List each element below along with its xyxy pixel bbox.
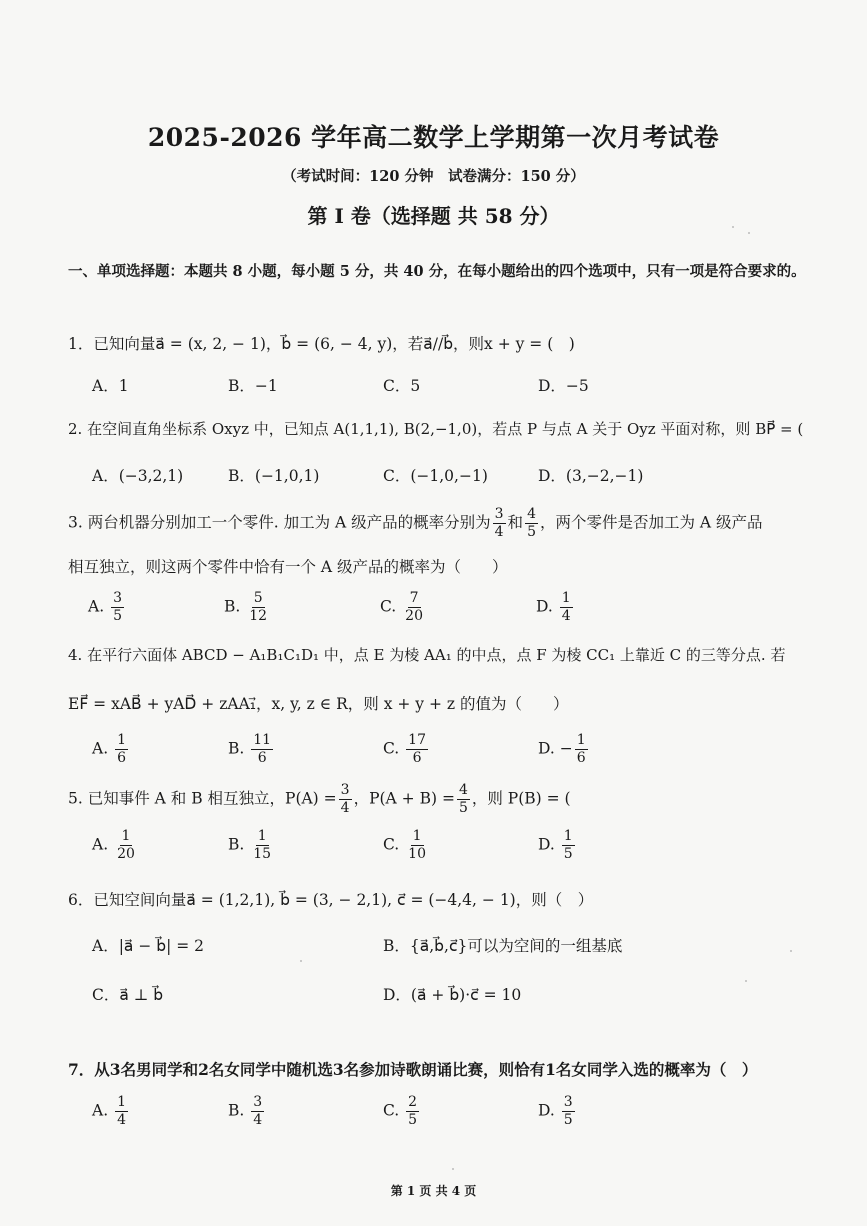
scan-speck (452, 1168, 454, 1170)
q4-d-label: D. (538, 739, 555, 758)
q3-fraction-2 (525, 506, 538, 541)
q5-b-num: 1 (257, 828, 267, 844)
q5-b-den: 15 (253, 846, 272, 862)
q3-b-den: 12 (249, 608, 268, 624)
q1-option-b: B．−1 (228, 377, 278, 395)
q7-c-num: 2 (408, 1094, 418, 1110)
q3-c-label: C. (380, 597, 397, 616)
q5-a-den: 20 (117, 846, 135, 862)
q2-option-b: B．(−1,0,1) (228, 467, 320, 485)
q5-f1-den: 4 (340, 800, 350, 816)
q5-f1-num: 3 (340, 782, 350, 798)
q4-option-a (92, 732, 130, 767)
q3-f2-den: 5 (527, 524, 536, 540)
q3-option-c (380, 590, 427, 625)
question-4-stem-line1: 4. 在平行六面体 ABCD − A₁B₁C₁D₁ 中，点 E 为棱 AA₁ 的中点，点 F 为棱 CC₁ 上靠近 C 的三等分点. 若 (68, 646, 786, 664)
q6-option-a: A．|a⃗ − b⃗| = 2 (92, 937, 205, 955)
q4-a-label: A. (92, 739, 109, 758)
q5-text-a: 5. 已知事件 A 和 B 相互独立，P(A) = (68, 789, 337, 808)
q4-d-den: 6 (576, 750, 586, 766)
q7-option-d (538, 1094, 577, 1129)
q7-option-c (383, 1094, 421, 1129)
question-2-stem: 2. 在空间直角坐标系 Oxyz 中，已知点 A(1,1,1), B(2,−1,0)，若点 P 与点 A 关于 Oyz 平面对称，则 BP⃗ = ( (68, 420, 804, 438)
question-3-stem-line2: 相互独立，则这两个零件中恰有一个 A 级产品的概率为（ ） (68, 558, 508, 576)
q7-c-den: 5 (408, 1112, 418, 1128)
q4-c-label: C. (383, 739, 400, 758)
q4-b-num: 11 (253, 732, 272, 748)
q4-option-b (228, 732, 275, 767)
q4-d-num: 1 (576, 732, 586, 748)
q4-a-num: 1 (117, 732, 126, 748)
q7-d-den: 5 (563, 1112, 573, 1128)
part-heading: 第 I 卷（选择题 共 58 分） (307, 204, 560, 228)
q4-b-den: 6 (257, 750, 267, 766)
q4-c-den: 6 (412, 750, 422, 766)
q7-d-num: 3 (563, 1094, 573, 1110)
section-heading: 一、单项选择题：本题共 8 小题，每小题 5 分，共 40 分，在每小题给出的四个选项中，只有一项是符合要求的。 (68, 263, 806, 280)
q3-b-num: 5 (253, 590, 263, 606)
q3-option-d (536, 590, 575, 625)
question-3-stem-line1 (68, 506, 763, 541)
q5-a-num: 1 (121, 828, 131, 844)
q5-d-label: D. (538, 835, 555, 854)
question-4-stem-line2: EF⃗ = xAB⃗ + yAD⃗ + zAA₁⃗，x, y, z ∈ R，则 x + y + z 的值为（ ） (68, 695, 569, 713)
q5-d-num: 1 (563, 828, 573, 844)
q7-b-den: 4 (253, 1112, 263, 1128)
q1-option-a: A．1 (92, 377, 129, 395)
q4-c-num: 17 (408, 732, 426, 748)
q5-fraction-1 (339, 782, 352, 817)
scan-speck (732, 226, 734, 228)
q3-b-label: B. (224, 597, 241, 616)
q3-d-den: 4 (561, 608, 571, 624)
q2-option-c: C．(−1,0,−1) (383, 467, 488, 485)
q5-c-num: 1 (412, 828, 422, 844)
q5-c-label: C. (383, 835, 400, 854)
q7-option-a (92, 1094, 130, 1129)
q3-c-num: 7 (409, 590, 419, 606)
q3-a-label: A. (88, 597, 105, 616)
q3-text-a: 3. 两台机器分别加工一个零件. 加工为 A 级产品的概率分别为 (68, 513, 491, 532)
q7-d-label: D. (538, 1101, 555, 1120)
q3-text-b: 和 (507, 513, 524, 532)
q3-a-num: 3 (113, 590, 122, 606)
question-7-stem: 7．从3名男同学和2名女同学中随机选3名参加诗歌朗诵比赛，则恰有1名女同学入选的概率为（ ） (68, 1060, 758, 1079)
question-5-stem (68, 782, 571, 817)
q3-f1-num: 3 (494, 506, 504, 522)
q4-a-den: 6 (117, 750, 126, 766)
q3-option-a (88, 590, 126, 625)
q3-a-den: 5 (113, 608, 122, 624)
q7-a-num: 1 (117, 1094, 126, 1110)
scan-speck (300, 960, 302, 962)
q6-option-d: D．(a⃗ + b⃗)·c⃗ = 10 (383, 986, 522, 1004)
q5-fraction-2 (457, 782, 470, 817)
q3-fraction-1 (493, 506, 506, 541)
q4-option-c (383, 732, 430, 767)
q5-b-label: B. (228, 835, 245, 854)
q7-c-label: C. (383, 1101, 400, 1120)
q5-d-den: 5 (563, 846, 573, 862)
q5-option-a (92, 828, 139, 863)
question-6-stem: 6．已知空间向量a⃗ = (1,2,1), b⃗ = (3, − 2,1), c⃗ = (−4,4, − 1)，则（ ） (68, 891, 594, 909)
q3-f1-den: 4 (494, 524, 504, 540)
q3-d-label: D. (536, 597, 553, 616)
q7-b-num: 3 (253, 1094, 263, 1110)
q7-b-label: B. (228, 1101, 245, 1120)
q7-a-den: 4 (117, 1112, 126, 1128)
q5-f2-den: 5 (458, 800, 468, 816)
q4-b-label: B. (228, 739, 245, 758)
q4-d-sign: − (559, 739, 573, 758)
q3-d-num: 1 (561, 590, 571, 606)
q5-option-d (538, 828, 577, 863)
q5-text-c: ，则 P(B) = ( (471, 789, 571, 808)
exam-info: （考试时间：120 分钟 试卷满分：150 分） (282, 168, 585, 185)
question-1-stem: 1．已知向量a⃗ = (x, 2, − 1)，b⃗ = (6, − 4, y)，若a⃗//b⃗，则x + y = ( ) (68, 335, 575, 353)
q5-a-label: A. (92, 835, 109, 854)
q6-option-c: C．a⃗ ⊥ b⃗ (92, 986, 164, 1004)
q2-option-a: A．(−3,2,1) (92, 467, 184, 485)
scan-speck (745, 980, 747, 982)
q3-c-den: 20 (405, 608, 423, 624)
page-title: 2025-2026 学年高二数学上学期第一次月考试卷 (147, 123, 720, 152)
page-footer: 第 1 页 共 4 页 (390, 1184, 477, 1198)
q5-text-b: ，P(A + B) = (353, 789, 455, 808)
q3-text-c: ，两个零件是否加工为 A 级产品 (539, 513, 763, 532)
q6-option-b: B．{a⃗,b⃗,c⃗}可以为空间的一组基底 (383, 937, 623, 955)
q7-a-label: A. (92, 1101, 109, 1120)
q7-option-b (228, 1094, 266, 1129)
scan-speck (790, 950, 792, 952)
q5-f2-num: 4 (458, 782, 468, 798)
scan-speck (748, 232, 750, 234)
q2-option-d: D．(3,−2,−1) (538, 467, 644, 485)
q3-f2-num: 4 (527, 506, 536, 522)
q4-option-d (538, 732, 590, 767)
q3-option-b (224, 590, 271, 625)
q5-option-b (228, 828, 275, 863)
q1-option-d: D．−5 (538, 377, 589, 395)
q1-option-c: C．5 (383, 377, 421, 395)
q5-c-den: 10 (408, 846, 426, 862)
q5-option-c (383, 828, 430, 863)
